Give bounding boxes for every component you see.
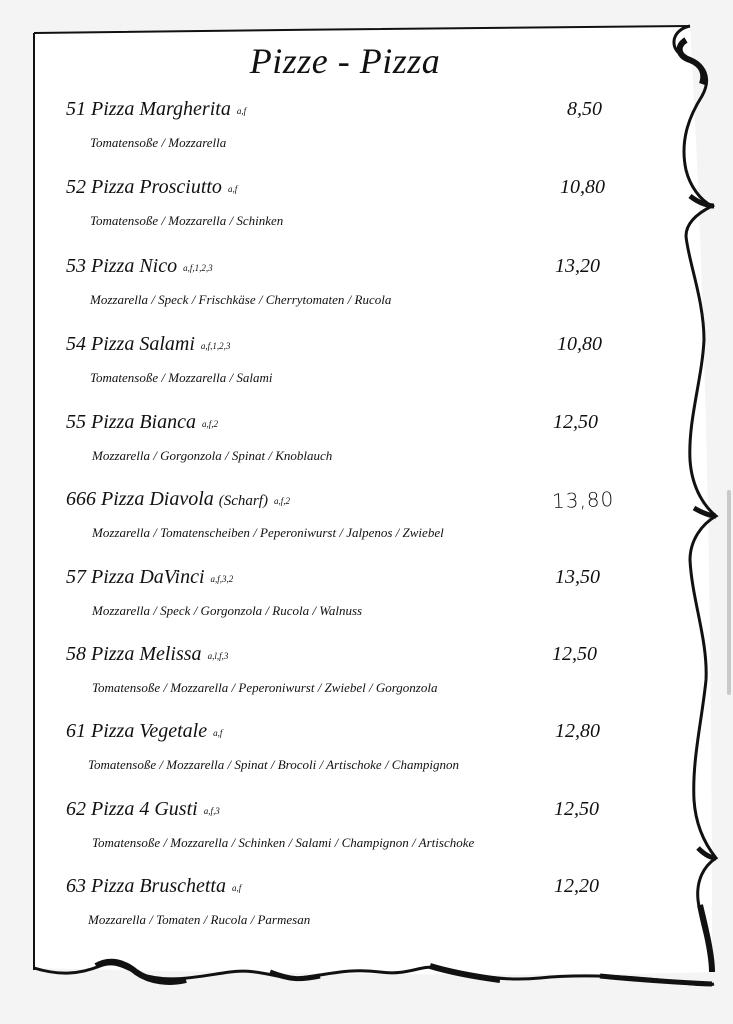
menu-item-price: 13,20 bbox=[555, 255, 600, 277]
menu-item-price: 12,50 bbox=[553, 411, 598, 433]
menu-item-price: 12,50 bbox=[554, 798, 599, 820]
menu-item bbox=[0, 566, 733, 644]
menu-item-title: Pizza Prosciutto bbox=[91, 176, 222, 198]
menu-item bbox=[0, 798, 733, 876]
menu-item-description: Tomatensoße / Mozzarella / Peperoniwurst / Zwiebel / Gorgonzola bbox=[92, 680, 438, 695]
menu-item-description: Tomatensoße / Mozzarella / Salami bbox=[90, 370, 273, 385]
menu-item-name bbox=[66, 798, 220, 821]
menu-item-allergens: a,f,2 bbox=[202, 419, 219, 429]
menu-item-name bbox=[66, 176, 237, 199]
menu-item-price: 12,80 bbox=[555, 720, 600, 742]
menu-item bbox=[0, 488, 733, 566]
menu-item-price: 12,20 bbox=[554, 875, 599, 897]
menu-item-title: Pizza Nico bbox=[91, 255, 178, 277]
vertical-scrollbar[interactable] bbox=[727, 490, 731, 695]
menu-item bbox=[0, 176, 733, 254]
menu-item bbox=[0, 98, 733, 176]
menu-item-title: Pizza DaVinci bbox=[91, 566, 205, 588]
menu-item-allergens: a,f,3 bbox=[203, 806, 220, 816]
menu-item-allergens: a,f,1,2,3 bbox=[200, 341, 231, 351]
menu-item-number: 51 bbox=[66, 98, 86, 120]
menu-item-description: Mozzarella / Speck / Gorgonzola / Rucola / Walnuss bbox=[92, 603, 363, 618]
menu-item-price: 10,80 bbox=[560, 176, 605, 198]
menu-item bbox=[0, 643, 733, 721]
menu-item bbox=[0, 720, 733, 798]
menu-item-name bbox=[66, 566, 233, 589]
menu-item-price: 13,80 bbox=[551, 486, 615, 514]
menu-item-title: Pizza Margherita bbox=[91, 98, 231, 120]
menu-item-allergens: a,f,2 bbox=[273, 496, 290, 506]
menu-item-name bbox=[66, 720, 222, 743]
menu-item-title: Pizza Bianca bbox=[91, 411, 196, 433]
menu-item-allergens: a,f bbox=[232, 883, 242, 893]
menu-item-allergens: a,f,1,2,3 bbox=[183, 263, 213, 273]
menu-item-name bbox=[66, 411, 218, 434]
menu-item-price: 12,50 bbox=[552, 643, 597, 665]
menu-item bbox=[0, 255, 733, 333]
menu-item-number: 55 bbox=[66, 411, 86, 433]
menu-item-title: Pizza Diavola bbox=[101, 488, 214, 510]
menu-item-description: Tomatensoße / Mozzarella bbox=[90, 135, 227, 150]
menu-item-number: 61 bbox=[66, 720, 86, 742]
menu-item-description: Mozzarella / Gorgonzola / Spinat / Knoblauch bbox=[92, 448, 333, 463]
menu-item bbox=[0, 875, 733, 953]
menu-item-price: 10,80 bbox=[557, 333, 602, 355]
menu-item-title: Pizza Vegetale bbox=[91, 720, 208, 742]
menu-item-name bbox=[66, 875, 241, 898]
menu-item-name bbox=[66, 333, 230, 356]
menu-item-number: 63 bbox=[66, 875, 86, 897]
menu-item-number: 58 bbox=[66, 643, 86, 665]
menu-item-title: Pizza Bruschetta bbox=[91, 875, 226, 897]
menu-item-description: Mozzarella / Tomatenscheiben / Peperoniwurst / Jalpenos / Zwiebel bbox=[92, 525, 444, 540]
menu-item-allergens: a,f bbox=[236, 106, 247, 116]
menu-item-name bbox=[66, 643, 228, 666]
menu-item bbox=[0, 333, 733, 411]
menu-item-price: 13,50 bbox=[555, 566, 600, 588]
menu-item-allergens: a,f bbox=[213, 728, 223, 738]
menu-item-price: 8,50 bbox=[567, 98, 602, 120]
menu-item-description: Tomatensoße / Mozzarella / Schinken bbox=[90, 213, 284, 228]
menu-item-spicy-note: (Scharf) bbox=[218, 493, 268, 509]
menu-item-number: 57 bbox=[66, 566, 86, 588]
menu-item-number: 62 bbox=[66, 798, 86, 820]
menu-item-description: Tomatensoße / Mozzarella / Spinat / Brocoli / Artischoke / Champignon bbox=[88, 757, 459, 772]
menu-item-name bbox=[66, 98, 246, 121]
menu-item-title: Pizza Melissa bbox=[91, 643, 202, 665]
menu-item-number: 52 bbox=[66, 176, 86, 198]
menu-item-allergens: a,f,3,2 bbox=[210, 574, 234, 584]
menu-item-allergens: a,l,f,3 bbox=[207, 651, 229, 661]
menu-item-description: Tomatensoße / Mozzarella / Schinken / Salami / Champignon / Artischoke bbox=[92, 835, 475, 850]
menu-item-name bbox=[66, 255, 213, 278]
menu-item-number: 54 bbox=[66, 333, 86, 355]
menu-item-allergens: a,f bbox=[227, 184, 238, 194]
menu-item-number: 666 bbox=[66, 488, 96, 510]
menu-item-name bbox=[66, 488, 290, 511]
menu-title: Pizze - Pizza bbox=[249, 41, 441, 81]
menu-item-description: Mozzarella / Tomaten / Rucola / Parmesan bbox=[88, 912, 311, 927]
menu-item-title: Pizza 4 Gusti bbox=[91, 798, 198, 820]
menu-item-number: 53 bbox=[66, 255, 86, 277]
menu-item-title: Pizza Salami bbox=[91, 333, 195, 355]
menu-item-description: Mozzarella / Speck / Frischkäse / Cherrytomaten / Rucola bbox=[90, 292, 392, 307]
menu-item bbox=[0, 411, 733, 489]
